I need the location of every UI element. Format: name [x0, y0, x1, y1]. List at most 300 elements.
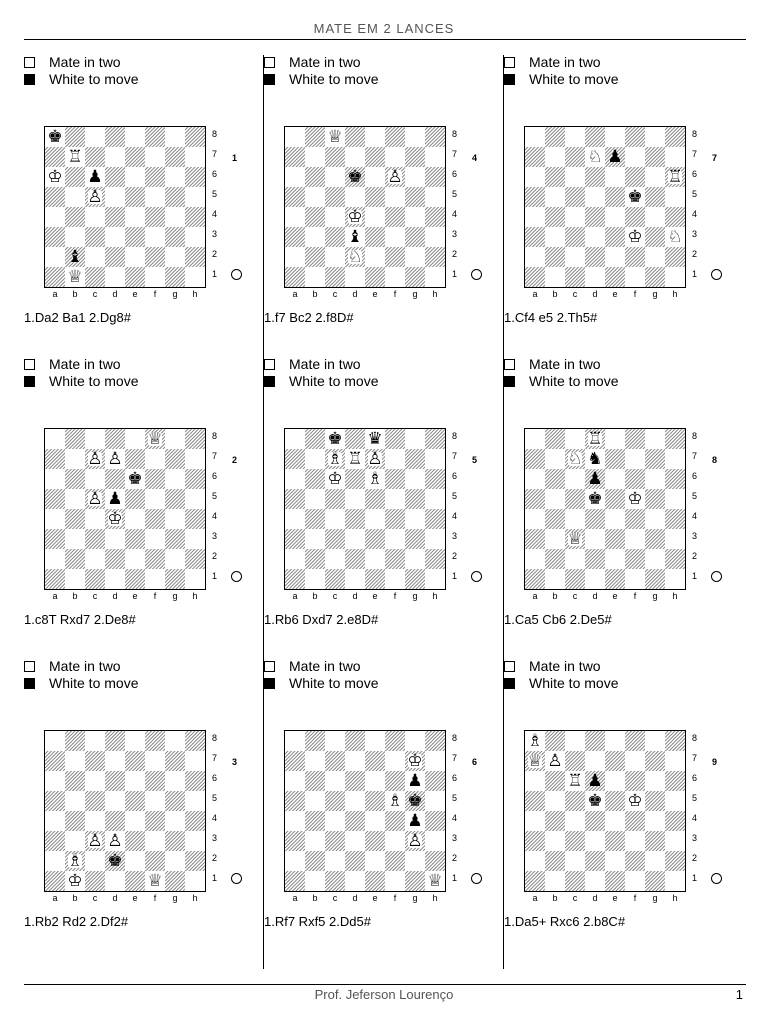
dark-square	[165, 449, 185, 469]
light-square	[625, 751, 645, 771]
legend-label: White to move	[49, 373, 139, 389]
light-square	[625, 529, 645, 549]
rank-label: 8	[452, 431, 458, 441]
rank-label: 5	[692, 189, 698, 199]
piece-glyph: ♖	[667, 167, 683, 187]
light-square	[405, 429, 425, 449]
dark-square	[425, 731, 445, 751]
light-square	[425, 529, 445, 549]
dark-square	[585, 509, 605, 529]
rank-label: 2	[452, 853, 458, 863]
piece-glyph: ♙	[107, 831, 123, 851]
problem-number: 3	[232, 757, 238, 767]
light-square	[325, 247, 345, 267]
dark-square	[125, 831, 145, 851]
piece-glyph: ♖	[587, 429, 603, 449]
light-square	[285, 469, 305, 489]
file-label: c	[572, 893, 578, 903]
dark-square	[365, 791, 385, 811]
white-pawn-icon	[545, 751, 565, 771]
dark-square	[105, 731, 125, 751]
dark-square	[565, 871, 585, 891]
piece-glyph: ♕	[147, 871, 163, 891]
light-square	[625, 147, 645, 167]
dark-square	[625, 549, 645, 569]
dark-square	[625, 127, 645, 147]
dark-square	[45, 791, 65, 811]
light-square	[625, 569, 645, 589]
dark-square	[45, 569, 65, 589]
dark-square	[285, 267, 305, 287]
light-square	[305, 871, 325, 891]
chessboard	[524, 126, 686, 288]
dark-square	[625, 247, 645, 267]
dark-square	[185, 127, 205, 147]
file-label: b	[72, 893, 78, 903]
piece-glyph: ♙	[87, 187, 103, 207]
piece-glyph: ♚	[407, 791, 423, 811]
light-square	[385, 147, 405, 167]
dark-square	[185, 731, 205, 751]
rank-label: 1	[692, 873, 698, 883]
light-square	[125, 127, 145, 147]
light-square	[645, 509, 665, 529]
dark-square	[185, 167, 205, 187]
dark-square	[525, 791, 545, 811]
problem-6	[264, 660, 504, 960]
rank-label: 5	[212, 491, 218, 501]
dark-square	[65, 731, 85, 751]
file-label: g	[172, 591, 178, 601]
light-square	[305, 187, 325, 207]
light-square	[185, 449, 205, 469]
piece-glyph: ♔	[627, 489, 643, 509]
file-label: c	[92, 893, 98, 903]
light-square	[665, 489, 685, 509]
file-label: a	[532, 591, 538, 601]
bottom-rule	[24, 984, 746, 985]
dark-square	[305, 429, 325, 449]
light-square	[105, 227, 125, 247]
file-label: e	[612, 591, 618, 601]
rank-label: 1	[692, 269, 698, 279]
dark-square	[585, 731, 605, 751]
piece-glyph: ♘	[567, 449, 583, 469]
light-square	[105, 871, 125, 891]
legend-label: Mate in two	[529, 356, 601, 372]
light-square	[625, 831, 645, 851]
white-bishop-icon	[65, 851, 85, 871]
dark-square	[305, 127, 325, 147]
footer-author: Prof. Jeferson Lourenço	[314, 987, 454, 1002]
light-square	[285, 549, 305, 569]
light-square	[365, 771, 385, 791]
file-label: h	[432, 289, 438, 299]
file-label: f	[393, 289, 397, 299]
file-label: f	[393, 591, 397, 601]
dark-square	[385, 731, 405, 751]
white-rook-icon	[665, 167, 685, 187]
dark-square	[305, 731, 325, 751]
rank-label: 7	[452, 149, 458, 159]
dark-square	[665, 771, 685, 791]
dark-square	[425, 509, 445, 529]
rank-label: 5	[692, 491, 698, 501]
dark-square	[165, 831, 185, 851]
light-square	[605, 509, 625, 529]
light-square	[45, 811, 65, 831]
file-label: b	[312, 289, 318, 299]
file-label: b	[552, 893, 558, 903]
dark-square	[65, 127, 85, 147]
piece-glyph: ♔	[327, 469, 343, 489]
dark-square	[645, 569, 665, 589]
dark-square	[365, 569, 385, 589]
dark-square	[165, 791, 185, 811]
light-square	[125, 207, 145, 227]
light-square	[425, 267, 445, 287]
dark-square	[365, 871, 385, 891]
dark-square	[285, 449, 305, 469]
piece-glyph: ♖	[347, 449, 363, 469]
rank-label: 1	[452, 269, 458, 279]
light-square	[45, 549, 65, 569]
rank-label: 6	[692, 773, 698, 783]
filled-square-icon	[24, 376, 35, 387]
piece-glyph: ♕	[67, 267, 83, 287]
rank-label: 6	[212, 471, 218, 481]
rank-label: 4	[452, 511, 458, 521]
black-pawn-icon	[105, 489, 125, 509]
rank-label: 6	[692, 471, 698, 481]
black-pawn-icon	[605, 147, 625, 167]
piece-glyph: ♟	[87, 167, 103, 187]
white-bishop-icon	[385, 791, 405, 811]
circle-icon	[711, 269, 722, 280]
dark-square	[385, 771, 405, 791]
legend-label: Mate in two	[289, 356, 361, 372]
light-square	[65, 227, 85, 247]
light-square	[285, 429, 305, 449]
light-square	[405, 549, 425, 569]
dark-square	[185, 851, 205, 871]
dark-square	[625, 731, 645, 751]
rank-label: 2	[452, 551, 458, 561]
light-square	[165, 509, 185, 529]
file-label: g	[652, 591, 658, 601]
light-square	[185, 147, 205, 167]
dark-square	[45, 187, 65, 207]
file-label: h	[432, 893, 438, 903]
light-square	[125, 811, 145, 831]
light-square	[405, 509, 425, 529]
rank-label: 4	[212, 511, 218, 521]
problem-number: 2	[232, 455, 238, 465]
rank-label: 8	[212, 129, 218, 139]
rank-label: 1	[212, 873, 218, 883]
rank-label: 5	[452, 189, 458, 199]
piece-glyph: ♟	[587, 469, 603, 489]
light-square	[665, 187, 685, 207]
black-king-icon	[405, 791, 425, 811]
light-square	[665, 147, 685, 167]
file-label: e	[372, 591, 378, 601]
dark-square	[105, 469, 125, 489]
dark-square	[365, 529, 385, 549]
dark-square	[605, 791, 625, 811]
light-square	[165, 811, 185, 831]
light-square	[85, 469, 105, 489]
white-king-icon	[65, 871, 85, 891]
light-square	[325, 549, 345, 569]
black-king-icon	[625, 187, 645, 207]
dark-square	[325, 569, 345, 589]
dark-square	[525, 147, 545, 167]
light-square	[545, 569, 565, 589]
piece-glyph: ♗	[387, 791, 403, 811]
piece-glyph: ♟	[407, 811, 423, 831]
light-square	[145, 791, 165, 811]
dark-square	[405, 449, 425, 469]
light-square	[545, 529, 565, 549]
dark-square	[645, 147, 665, 167]
dark-square	[145, 549, 165, 569]
legend-label: White to move	[289, 675, 379, 691]
light-square	[565, 469, 585, 489]
dark-square	[625, 811, 645, 831]
light-square	[385, 569, 405, 589]
dark-square	[305, 811, 325, 831]
light-square	[145, 449, 165, 469]
piece-glyph: ♚	[587, 489, 603, 509]
legend-label: White to move	[289, 71, 379, 87]
light-square	[65, 831, 85, 851]
piece-glyph: ♘	[347, 247, 363, 267]
empty-square-icon	[504, 57, 515, 68]
dark-square	[565, 147, 585, 167]
dark-square	[625, 469, 645, 489]
dark-square	[605, 489, 625, 509]
dark-square	[325, 871, 345, 891]
dark-square	[185, 509, 205, 529]
piece-glyph: ♟	[107, 489, 123, 509]
dark-square	[325, 187, 345, 207]
white-bishop-icon	[525, 731, 545, 751]
rank-label: 4	[452, 209, 458, 219]
dark-square	[525, 489, 545, 509]
dark-square	[45, 871, 65, 891]
solution-text: 1.Da2 Ba1 2.Dg8#	[24, 310, 131, 325]
chessboard	[284, 428, 446, 590]
dark-square	[145, 731, 165, 751]
light-square	[305, 569, 325, 589]
dark-square	[285, 751, 305, 771]
filled-square-icon	[24, 74, 35, 85]
dark-square	[565, 227, 585, 247]
problem-9	[504, 660, 744, 960]
light-square	[385, 871, 405, 891]
solution-text: 1.c8T Rxd7 2.De8#	[24, 612, 136, 627]
white-bishop-icon	[325, 449, 345, 469]
piece-glyph: ♔	[67, 871, 83, 891]
light-square	[325, 509, 345, 529]
light-square	[665, 529, 685, 549]
dark-square	[45, 267, 65, 287]
light-square	[125, 167, 145, 187]
white-king-icon	[325, 469, 345, 489]
piece-glyph: ♕	[567, 529, 583, 549]
dark-square	[565, 187, 585, 207]
piece-glyph: ♚	[347, 167, 363, 187]
rank-label: 7	[212, 753, 218, 763]
white-king-icon	[345, 207, 365, 227]
dark-square	[125, 267, 145, 287]
rank-label: 8	[692, 129, 698, 139]
rank-label: 6	[212, 169, 218, 179]
piece-glyph: ♙	[367, 449, 383, 469]
light-square	[345, 791, 365, 811]
dark-square	[285, 147, 305, 167]
dark-square	[545, 429, 565, 449]
dark-square	[645, 227, 665, 247]
file-label: b	[312, 893, 318, 903]
piece-glyph: ♙	[87, 449, 103, 469]
light-square	[125, 247, 145, 267]
dark-square	[125, 529, 145, 549]
light-square	[165, 549, 185, 569]
rank-label: 4	[692, 813, 698, 823]
black-knight-icon	[585, 449, 605, 469]
light-square	[665, 831, 685, 851]
light-square	[185, 187, 205, 207]
light-square	[85, 509, 105, 529]
light-square	[605, 167, 625, 187]
white-king-icon	[625, 791, 645, 811]
file-label: g	[412, 893, 418, 903]
piece-glyph: ♔	[107, 509, 123, 529]
dark-square	[65, 207, 85, 227]
file-label: d	[592, 893, 598, 903]
dark-square	[425, 167, 445, 187]
legend-label: Mate in two	[49, 658, 121, 674]
dark-square	[305, 549, 325, 569]
light-square	[45, 771, 65, 791]
light-square	[545, 791, 565, 811]
piece-glyph: ♙	[87, 831, 103, 851]
filled-square-icon	[504, 376, 515, 387]
dark-square	[185, 549, 205, 569]
dark-square	[405, 529, 425, 549]
dark-square	[605, 751, 625, 771]
light-square	[545, 449, 565, 469]
light-square	[305, 449, 325, 469]
light-square	[365, 509, 385, 529]
white-king-icon	[105, 509, 125, 529]
piece-glyph: ♚	[127, 469, 143, 489]
file-label: h	[672, 893, 678, 903]
legend-label: White to move	[49, 675, 139, 691]
light-square	[285, 207, 305, 227]
light-square	[45, 247, 65, 267]
dark-square	[165, 569, 185, 589]
circle-icon	[471, 873, 482, 884]
legend-label: Mate in two	[529, 54, 601, 70]
light-square	[585, 187, 605, 207]
light-square	[85, 429, 105, 449]
dark-square	[385, 851, 405, 871]
filled-square-icon	[504, 678, 515, 689]
light-square	[565, 731, 585, 751]
light-square	[385, 449, 405, 469]
light-square	[585, 831, 605, 851]
problem-4	[264, 56, 504, 356]
problem-number: 6	[472, 757, 478, 767]
file-label: a	[52, 893, 58, 903]
dark-square	[65, 167, 85, 187]
rank-label: 1	[692, 571, 698, 581]
piece-glyph: ♔	[627, 227, 643, 247]
light-square	[645, 771, 665, 791]
light-square	[165, 247, 185, 267]
dark-square	[365, 267, 385, 287]
dark-square	[345, 549, 365, 569]
light-square	[285, 731, 305, 751]
rank-label: 8	[692, 431, 698, 441]
light-square	[305, 147, 325, 167]
light-square	[545, 871, 565, 891]
dark-square	[525, 267, 545, 287]
white-queen-icon	[325, 127, 345, 147]
rank-label: 8	[212, 733, 218, 743]
dark-square	[125, 227, 145, 247]
dark-square	[605, 449, 625, 469]
light-square	[145, 267, 165, 287]
file-label: f	[153, 893, 157, 903]
light-square	[145, 529, 165, 549]
dark-square	[145, 247, 165, 267]
piece-glyph: ♔	[47, 167, 63, 187]
filled-square-icon	[264, 678, 275, 689]
dark-square	[585, 851, 605, 871]
file-label: g	[172, 893, 178, 903]
file-label: a	[532, 289, 538, 299]
light-square	[345, 187, 365, 207]
rank-label: 2	[692, 853, 698, 863]
file-label: d	[112, 893, 118, 903]
black-king-icon	[345, 167, 365, 187]
light-square	[185, 569, 205, 589]
light-square	[405, 851, 425, 871]
filled-square-icon	[24, 678, 35, 689]
dark-square	[425, 549, 445, 569]
rank-label: 1	[212, 269, 218, 279]
light-square	[45, 731, 65, 751]
circle-icon	[231, 571, 242, 582]
circle-icon	[471, 269, 482, 280]
rank-label: 8	[212, 431, 218, 441]
light-square	[165, 127, 185, 147]
piece-glyph: ♔	[627, 791, 643, 811]
light-square	[525, 167, 545, 187]
dark-square	[145, 127, 165, 147]
filled-square-icon	[504, 74, 515, 85]
chessboard	[284, 730, 446, 892]
light-square	[185, 489, 205, 509]
rank-label: 8	[452, 733, 458, 743]
dark-square	[285, 831, 305, 851]
light-square	[365, 247, 385, 267]
piece-glyph: ♕	[147, 429, 163, 449]
